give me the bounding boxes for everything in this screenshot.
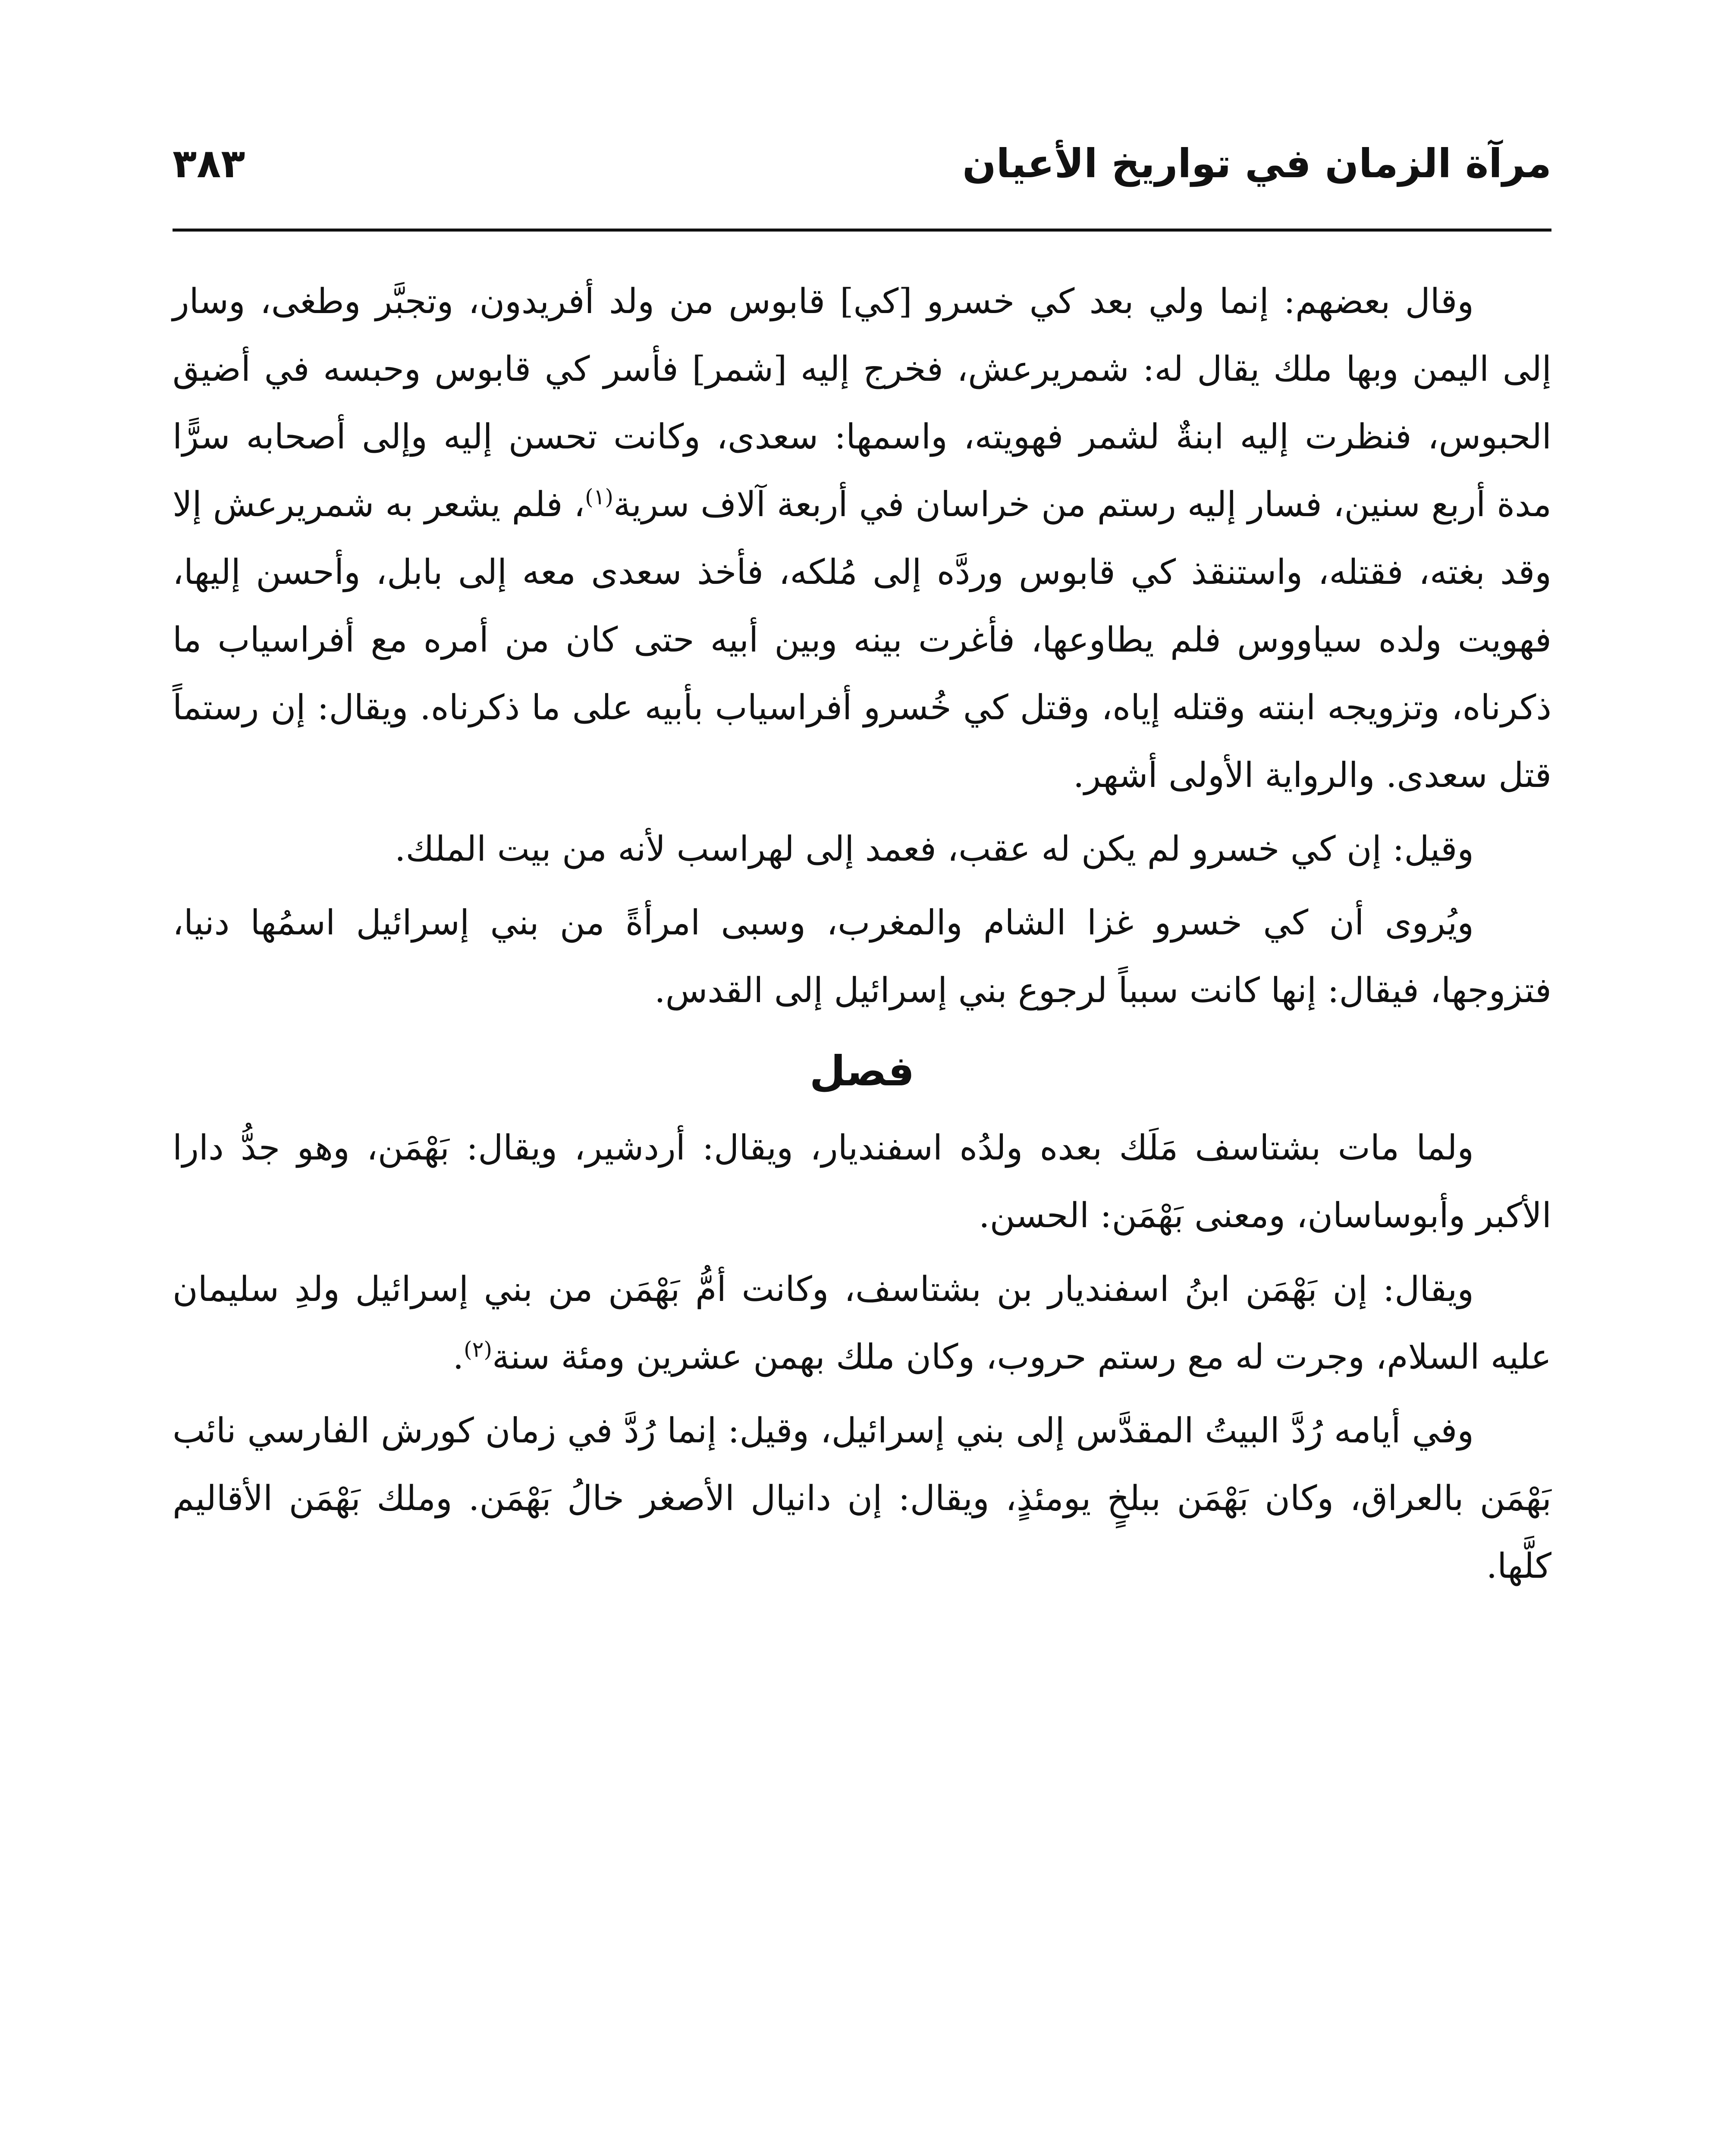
- paragraph-5-text-cont: .: [452, 1337, 464, 1377]
- page-number: ٣٨٣: [173, 141, 245, 187]
- footnote-ref-1: (١): [585, 484, 614, 510]
- paragraph-1: [173, 267, 1551, 809]
- header-divider: [173, 229, 1551, 232]
- paragraph-6: وفي أيامه رُدَّ البيتُ المقدَّس إلى بني إسرائيل، وقيل: إنما رُدَّ في زمان كورش الفارسي نائب بَهْمَن بالعراق، وكان بَهْمَن ببلخٍ يومئذٍ، ويقال: إن دانيال الأصغر خالُ بَهْمَن. وملك بَهْمَن الأقاليم كلَّها.: [173, 1410, 1551, 1586]
- main-text: [173, 267, 1551, 1606]
- paragraph-2: وقيل: إن كي خسرو لم يكن له عقب، فعمد إلى لهراسب لأنه من بيت الملك.: [395, 829, 1474, 869]
- paragraph-3: ويُروى أن كي خسرو غزا الشام والمغرب، وسبى امرأةً من بني إسرائيل اسمُها دنيا، فتزوجها، فيقال: إنها كانت سبباً لرجوع بني إسرائيل إلى القدس.: [173, 903, 1551, 1010]
- paragraph-4: ولما مات بشتاسف مَلَك بعده ولدُه اسفنديار، ويقال: أردشير، ويقال: بَهْمَن، وهو جدُّ دارا الأكبر وأبوساسان، ومعنى بَهْمَن: الحسن.: [173, 1128, 1551, 1235]
- paragraph-1-text-cont: ، فلم يشعر به شمريرعش إلا وقد بغته، فقتله، واستنقذ كي قابوس وردَّه إلى مُلكه، فأخذ سعدى معه إلى بابل، وأحسن إليها، فهويت ولده سياووس فلم يطاوعها، فأغرت بينه وبين أبيه حتى كان من أمره مع أفراسياب ما ذكرناه، وتزويجه ابنته وقتله إياه، وقتل كي خُسرو أفراسياب بأبيه على ما ذكرناه. ويقال: إن رستماً قتل سعدى. والرواية الأولى أشهر.: [173, 484, 1552, 795]
- running-header: [173, 129, 1551, 194]
- paragraph-5: [173, 1255, 1551, 1391]
- paragraph-5-text: ويقال: إن بَهْمَن ابنُ اسفنديار بن بشتاسف، وكانت أمُّ بَهْمَن من بني إسرائيل ولدِ سليمان عليه السلام، وجرت له مع رستم حروب، وكان ملك بهمن عشرين ومئة سنة: [173, 1269, 1551, 1377]
- footnote-ref-2: (٢): [464, 1337, 493, 1362]
- running-title: مرآة الزمان في تواريخ الأعيان: [962, 141, 1551, 187]
- paragraph-1-text: وقال بعضهم: إنما ولي بعد كي خسرو [كي] قابوس من ولد أفريدون، وتجبَّر وطغى، وسار إلى اليمن وبها ملك يقال له: شمريرعش، فخرج إليه [شمر] فأسر كي قابوس وحبسه في أضيق الحبوس، فنظرت إليه ابنةٌ لشمر فهويته، واسمها: سعدى، وكانت تحسن إليه وإلى أصحابه سرًّا مدة أربع سنين، فسار إليه رستم من خراسان في أربعة آلاف سرية: [173, 281, 1552, 524]
- section-heading: فصل: [809, 1047, 915, 1095]
